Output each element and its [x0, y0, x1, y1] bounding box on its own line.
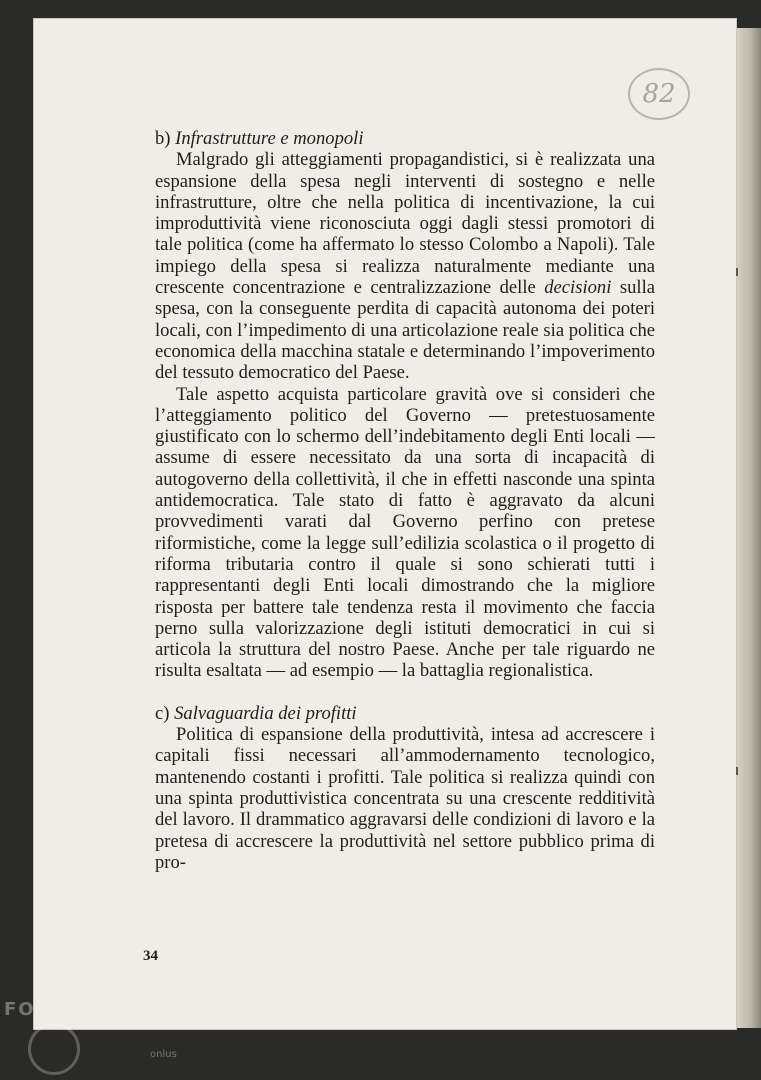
paragraph-text: Malgrado gli atteggiamenti propagandistici, si è realizzata una espansione della spesa negli interventi di sostegno e nelle infrastrutture, oltre che nella politica di incentivazione, la cui improduttività viene riconosciuta oggi dagli stessi promotori di tale politica (come ha affermato lo stesso Colombo a Napoli). Tale impiego della spesa si realizza naturalmente mediante una crescente concentrazione e centralizzazione delle — [155, 149, 655, 299]
section-b-label: b) — [155, 128, 171, 149]
watermark-logo: FO — [4, 999, 36, 1020]
emphasis-text: decisioni — [544, 277, 612, 299]
section-c-paragraph-1: Politica di espansione della produttività, intesa ad accrescere i capitali fissi necessari all’ammodernamento tecnologico, mantenendo costanti i profitti. Tale politica si realizza quindi con una spinta produttivistica concentrata su una crescente redditività del lavoro. Il drammatico aggravarsi delle condizioni di lavoro e la pretesa di accrescere la produttività nel settore pubblico prima di pro- — [155, 724, 655, 873]
section-b-heading — [155, 128, 655, 149]
section-b-title: Infrastrutture e monopoli — [175, 128, 364, 149]
section-c-heading — [155, 703, 655, 724]
watermark-ring-icon — [28, 1023, 80, 1075]
section-c-title: Salvaguardia dei profitti — [174, 702, 357, 724]
paragraph-text: sulla spesa, con la conseguente perdita di capacità autonoma dei poteri locali, con l’impedimento di una articolazione reale sia politica che economica della macchina statale e determinando l’impoverimento del tessuto democratico del Paese. — [155, 277, 655, 384]
document-body — [155, 128, 655, 873]
archive-watermark — [0, 995, 200, 1075]
page-number: 34 — [143, 948, 158, 964]
next-page-edge — [735, 28, 761, 1028]
handwritten-page-annotation: 82 — [628, 68, 690, 120]
margin-mark — [736, 767, 738, 775]
margin-mark — [736, 268, 738, 276]
section-c-label: c) — [155, 702, 170, 724]
section-b-paragraph-2: Tale aspetto acquista particolare gravità ove si consideri che l’atteggiamento politico del Governo — pretestuosamente giustificato con lo schermo dell’indebitamento degli Enti locali — assume di essere necessitato da una sorta di incapacità di autogoverno della collettività, il che in effetti nasconde una spinta antidemocratica. Tale stato di fatto è aggravato da alcuni provvedimenti varati dal Governo perfino con pretese riformistiche, come la legge sull’edilizia scolastica o il progetto di riforma tributaria contro il quale si sono schierati tutti i rappresentanti degli Enti locali dimostrando che la migliore risposta per battere tale tendenza resta il movimento che faccia perno sulla valorizzazione degli istituti democratici in cui si articola la struttura del nostro Paese. Anche per tale riguardo ne risulta esaltata — ad esempio — la battaglia regionalistica. — [155, 383, 655, 682]
section-b-paragraph-1 — [155, 149, 655, 383]
watermark-subtext: onlus — [150, 1049, 177, 1060]
